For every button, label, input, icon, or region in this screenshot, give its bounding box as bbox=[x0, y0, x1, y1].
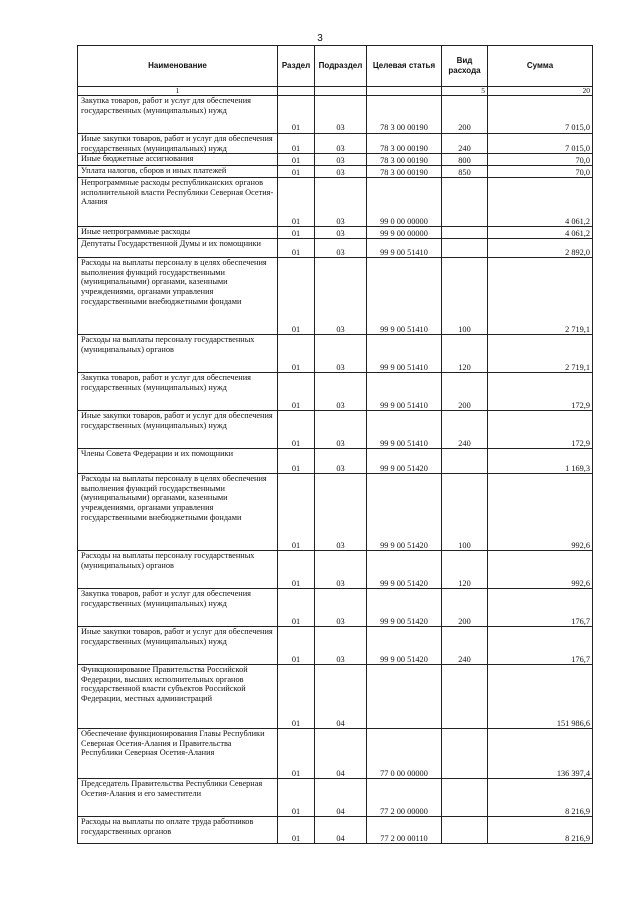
row-subsection: 04 bbox=[315, 779, 367, 817]
row-subsection: 03 bbox=[315, 627, 367, 665]
row-name: Члены Совета Федерации и их помощники bbox=[78, 449, 278, 474]
row-target: 78 3 00 00190 bbox=[367, 134, 442, 154]
row-target: 77 0 00 00000 bbox=[367, 729, 442, 779]
row-subsection: 03 bbox=[315, 134, 367, 154]
row-target: 99 9 00 51410 bbox=[367, 373, 442, 411]
row-target: 99 9 00 51410 bbox=[367, 335, 442, 373]
row-sum: 992,6 bbox=[488, 551, 593, 589]
column-number-row bbox=[78, 87, 593, 96]
row-sum: 2 719,1 bbox=[488, 335, 593, 373]
table-row bbox=[78, 665, 593, 729]
row-section: 01 bbox=[278, 779, 315, 817]
header-name: Наименование bbox=[78, 46, 278, 87]
column-number-blank bbox=[315, 87, 367, 96]
row-target: 99 9 00 51420 bbox=[367, 551, 442, 589]
table-row bbox=[78, 239, 593, 258]
table-row bbox=[78, 551, 593, 589]
row-name: Иные бюджетные ассигнования bbox=[78, 154, 278, 166]
row-sum: 992,6 bbox=[488, 474, 593, 551]
row-type bbox=[442, 178, 488, 227]
header-target: Целевая статья bbox=[367, 46, 442, 87]
budget-table bbox=[77, 45, 593, 844]
row-target bbox=[367, 665, 442, 729]
row-section: 01 bbox=[278, 96, 315, 134]
row-subsection: 03 bbox=[315, 154, 367, 166]
row-sum: 172,9 bbox=[488, 373, 593, 411]
row-target: 99 9 00 51420 bbox=[367, 449, 442, 474]
header-subsection: Подраздел bbox=[315, 46, 367, 87]
row-sum: 151 986,6 bbox=[488, 665, 593, 729]
row-sum: 172,9 bbox=[488, 411, 593, 449]
row-type: 240 bbox=[442, 411, 488, 449]
table-row bbox=[78, 178, 593, 227]
row-sum: 136 397,4 bbox=[488, 729, 593, 779]
row-subsection: 03 bbox=[315, 227, 367, 239]
row-type bbox=[442, 817, 488, 844]
row-target: 78 3 00 00190 bbox=[367, 96, 442, 134]
table-row bbox=[78, 166, 593, 178]
table-row bbox=[78, 474, 593, 551]
row-target: 99 9 00 51420 bbox=[367, 589, 442, 627]
row-section: 01 bbox=[278, 178, 315, 227]
row-name: Председатель Правительства Республики Северная Осетия-Алания и его заместители bbox=[78, 779, 278, 817]
row-type: 100 bbox=[442, 258, 488, 335]
row-section: 01 bbox=[278, 729, 315, 779]
table-row bbox=[78, 411, 593, 449]
row-name: Обеспечение функционирования Главы Республики Северная Осетия-Алания и Правительства Республики Северная Осетия-Алания bbox=[78, 729, 278, 779]
row-section: 01 bbox=[278, 589, 315, 627]
row-name: Иные непрограммные расходы bbox=[78, 227, 278, 239]
table-row bbox=[78, 627, 593, 665]
row-sum: 4 061,2 bbox=[488, 178, 593, 227]
row-section: 01 bbox=[278, 134, 315, 154]
row-sum: 70,0 bbox=[488, 166, 593, 178]
row-sum: 1 169,3 bbox=[488, 449, 593, 474]
table-row bbox=[78, 817, 593, 844]
row-target: 77 2 00 00110 bbox=[367, 817, 442, 844]
row-name: Иные закупки товаров, работ и услуг для обеспечения государственных (муниципальных) нужд bbox=[78, 627, 278, 665]
row-sum: 176,7 bbox=[488, 627, 593, 665]
row-sum: 4 061,2 bbox=[488, 227, 593, 239]
row-target: 99 9 00 51410 bbox=[367, 239, 442, 258]
row-section: 01 bbox=[278, 373, 315, 411]
column-number-blank bbox=[278, 87, 315, 96]
header-sum: Сумма bbox=[488, 46, 593, 87]
row-section: 01 bbox=[278, 154, 315, 166]
row-type: 800 bbox=[442, 154, 488, 166]
table-row bbox=[78, 335, 593, 373]
row-subsection: 03 bbox=[315, 373, 367, 411]
row-target: 78 3 00 00190 bbox=[367, 154, 442, 166]
row-type: 200 bbox=[442, 589, 488, 627]
row-sum: 8 216,9 bbox=[488, 817, 593, 844]
row-type: 200 bbox=[442, 96, 488, 134]
row-section: 01 bbox=[278, 227, 315, 239]
header-row bbox=[78, 46, 593, 87]
row-target: 99 9 00 00000 bbox=[367, 227, 442, 239]
row-target: 78 3 00 00190 bbox=[367, 166, 442, 178]
table-row bbox=[78, 449, 593, 474]
row-section: 01 bbox=[278, 258, 315, 335]
row-sum: 2 892,0 bbox=[488, 239, 593, 258]
row-section: 01 bbox=[278, 166, 315, 178]
row-name: Расходы на выплаты персоналу в целях обеспечения выполнения функций государственными (муниципальными) органами, казенными учреждениями, органами управления государственными внебюджетными фондами bbox=[78, 258, 278, 335]
column-number-name: 1 bbox=[78, 87, 278, 96]
row-name: Депутаты Государственной Думы и их помощники bbox=[78, 239, 278, 258]
table-row bbox=[78, 589, 593, 627]
row-name: Закупка товаров, работ и услуг для обеспечения государственных (муниципальных) нужд bbox=[78, 589, 278, 627]
page-number: 3 bbox=[317, 33, 323, 44]
row-subsection: 03 bbox=[315, 589, 367, 627]
row-name: Расходы на выплаты персоналу государственных (муниципальных) органов bbox=[78, 335, 278, 373]
row-type bbox=[442, 239, 488, 258]
row-type: 200 bbox=[442, 373, 488, 411]
row-type bbox=[442, 449, 488, 474]
row-section: 01 bbox=[278, 239, 315, 258]
row-type: 240 bbox=[442, 134, 488, 154]
table-row bbox=[78, 134, 593, 154]
row-type bbox=[442, 227, 488, 239]
row-target: 99 9 00 51410 bbox=[367, 411, 442, 449]
row-type: 240 bbox=[442, 627, 488, 665]
row-sum: 8 216,9 bbox=[488, 779, 593, 817]
row-name: Закупка товаров, работ и услуг для обеспечения государственных (муниципальных) нужд bbox=[78, 373, 278, 411]
row-name: Непрограммные расходы республиканских органов исполнительной власти Республики Северная Осетия-Алания bbox=[78, 178, 278, 227]
header-section: Раздел bbox=[278, 46, 315, 87]
row-type bbox=[442, 779, 488, 817]
row-section: 01 bbox=[278, 474, 315, 551]
row-section: 01 bbox=[278, 627, 315, 665]
row-name: Уплата налогов, сборов и иных платежей bbox=[78, 166, 278, 178]
row-type: 100 bbox=[442, 474, 488, 551]
row-section: 01 bbox=[278, 411, 315, 449]
row-section: 01 bbox=[278, 817, 315, 844]
row-subsection: 03 bbox=[315, 335, 367, 373]
row-target: 99 9 00 51420 bbox=[367, 627, 442, 665]
row-name: Иные закупки товаров, работ и услуг для обеспечения государственных (муниципальных) нужд bbox=[78, 411, 278, 449]
row-subsection: 03 bbox=[315, 411, 367, 449]
row-subsection: 03 bbox=[315, 166, 367, 178]
row-type: 120 bbox=[442, 335, 488, 373]
row-sum: 7 015,0 bbox=[488, 96, 593, 134]
table-row bbox=[78, 729, 593, 779]
table-row bbox=[78, 258, 593, 335]
table-row bbox=[78, 373, 593, 411]
row-subsection: 03 bbox=[315, 239, 367, 258]
row-section: 01 bbox=[278, 665, 315, 729]
row-sum: 2 719,1 bbox=[488, 258, 593, 335]
row-type: 850 bbox=[442, 166, 488, 178]
row-subsection: 03 bbox=[315, 178, 367, 227]
row-subsection: 04 bbox=[315, 817, 367, 844]
row-sum: 70,0 bbox=[488, 154, 593, 166]
row-subsection: 04 bbox=[315, 665, 367, 729]
row-section: 01 bbox=[278, 335, 315, 373]
row-sum: 176,7 bbox=[488, 589, 593, 627]
column-number-sum: 20 bbox=[488, 87, 593, 96]
row-subsection: 03 bbox=[315, 474, 367, 551]
table-row bbox=[78, 227, 593, 239]
row-name: Функционирование Правительства Российской Федерации, высших исполнительных органов государственной власти субъектов Российской Федерации, местных администраций bbox=[78, 665, 278, 729]
table-row bbox=[78, 154, 593, 166]
row-type: 120 bbox=[442, 551, 488, 589]
column-number-blank bbox=[367, 87, 442, 96]
row-name: Расходы на выплаты персоналу в целях обеспечения выполнения функций государственными (муниципальными) органами, казенными учреждениями, органами управления государственными внебюджетными фондами bbox=[78, 474, 278, 551]
row-subsection: 03 bbox=[315, 258, 367, 335]
row-type bbox=[442, 729, 488, 779]
row-section: 01 bbox=[278, 449, 315, 474]
row-name: Расходы на выплаты по оплате труда работников государственных органов bbox=[78, 817, 278, 844]
table-row bbox=[78, 779, 593, 817]
row-name: Иные закупки товаров, работ и услуг для обеспечения государственных (муниципальных) нужд bbox=[78, 134, 278, 154]
row-name: Закупка товаров, работ и услуг для обеспечения государственных (муниципальных) нужд bbox=[78, 96, 278, 134]
row-type bbox=[442, 665, 488, 729]
row-subsection: 03 bbox=[315, 96, 367, 134]
header-expense-type: Вид расхода bbox=[442, 46, 488, 87]
row-target: 99 0 00 00000 bbox=[367, 178, 442, 227]
row-section: 01 bbox=[278, 551, 315, 589]
row-name: Расходы на выплаты персоналу государственных (муниципальных) органов bbox=[78, 551, 278, 589]
column-number-type: 5 bbox=[442, 87, 488, 96]
row-subsection: 04 bbox=[315, 729, 367, 779]
table-row bbox=[78, 96, 593, 134]
row-target: 77 2 00 00000 bbox=[367, 779, 442, 817]
row-sum: 7 015,0 bbox=[488, 134, 593, 154]
row-subsection: 03 bbox=[315, 449, 367, 474]
row-target: 99 9 00 51420 bbox=[367, 474, 442, 551]
row-target: 99 9 00 51410 bbox=[367, 258, 442, 335]
row-subsection: 03 bbox=[315, 551, 367, 589]
